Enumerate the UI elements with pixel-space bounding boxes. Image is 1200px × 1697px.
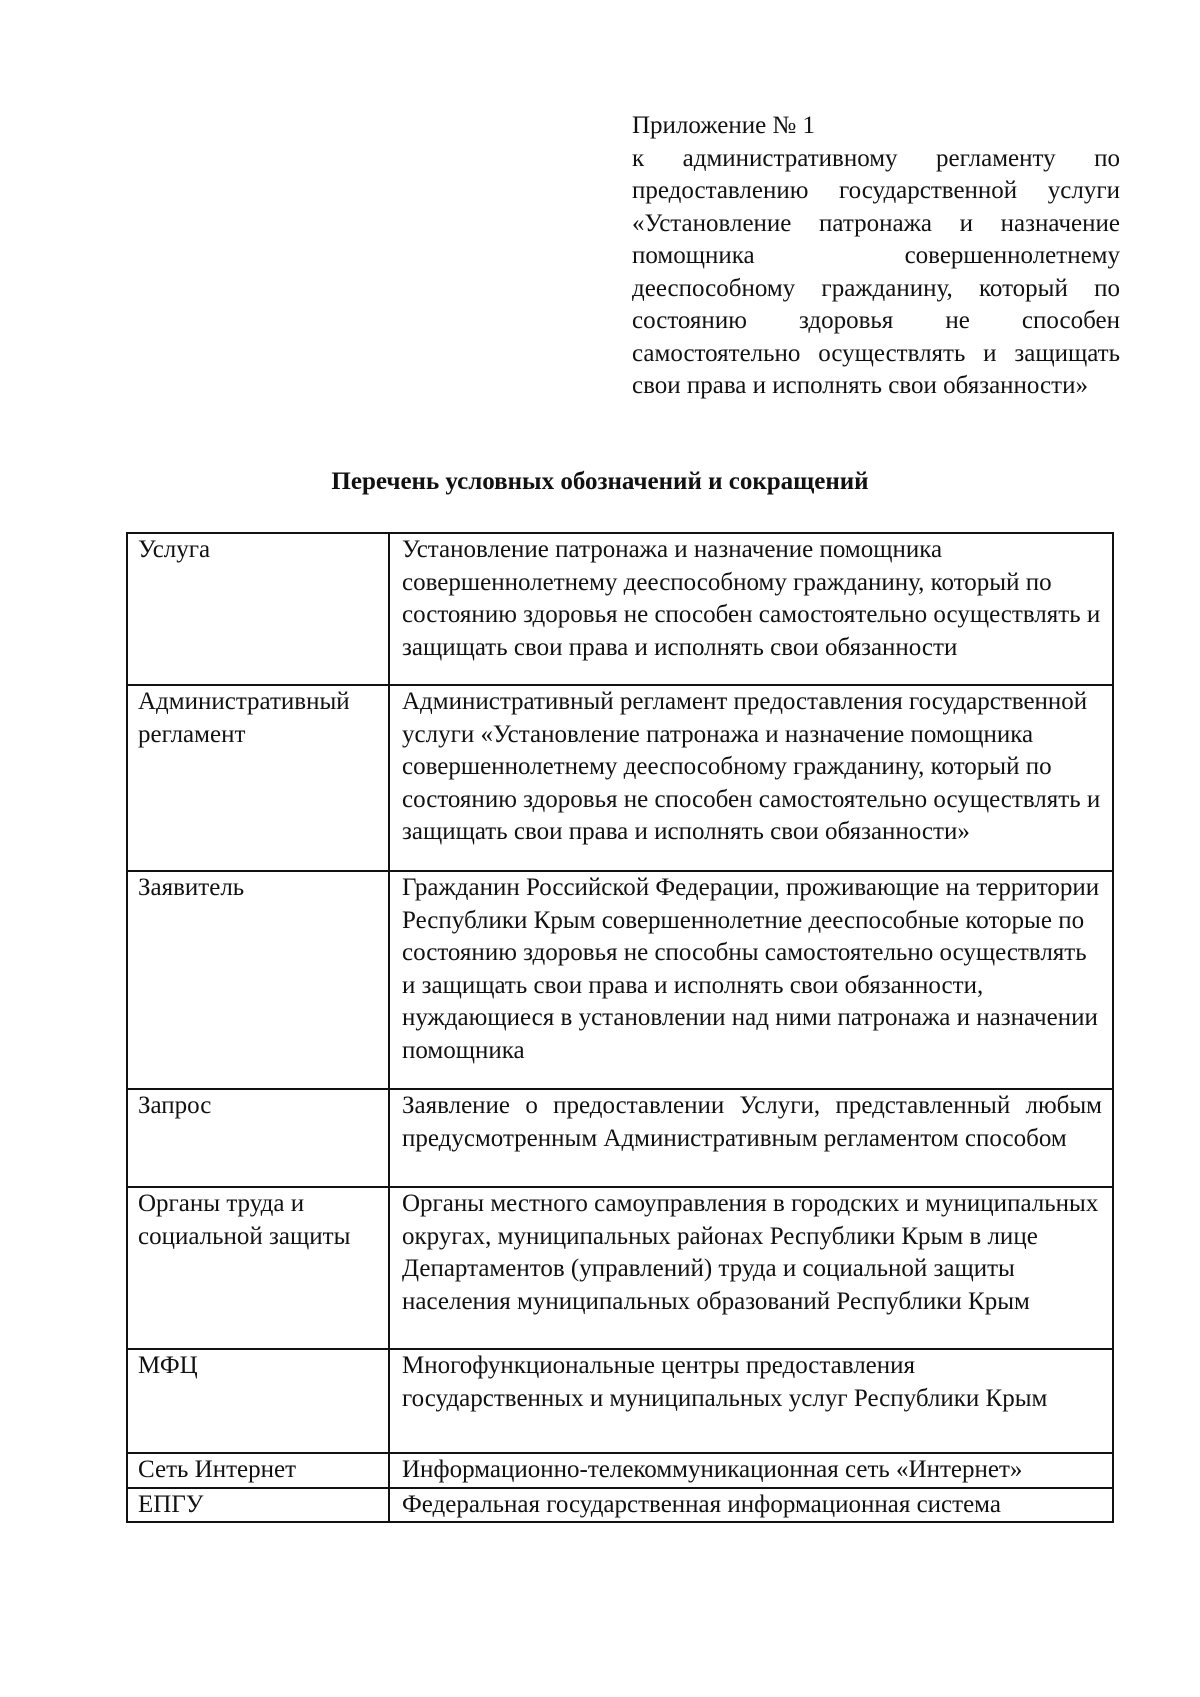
term-cell: Сеть Интернет (127, 1453, 389, 1488)
table-row (127, 1488, 1113, 1523)
definition-cell: Гражданин Российской Федерации, проживающие на территории Республики Крым совершеннолетние дееспособные которые по состоянию здоровья не способны самостоятельно осуществлять и защищать свои права и исполнять свои обязанности, нуждающиеся в установлении над ними патронажа и назначении помощника (389, 871, 1113, 1089)
definition-cell: Установление патронажа и назначение помощника совершеннолетнему дееспособному гражданину, который по состоянию здоровья не способен самостоятельно осуществлять и защищать свои права и исполнять свои обязанности (389, 533, 1113, 685)
term-cell: Запрос (127, 1089, 389, 1187)
table-row (127, 1349, 1113, 1453)
abbreviations-table (126, 532, 1114, 1523)
definition-cell: Многофункциональные центры предоставления государственных и муниципальных услуг Республики Крым (389, 1349, 1113, 1453)
appendix-block (632, 110, 1120, 403)
term-cell: Заявитель (127, 871, 389, 1089)
term-cell: ЕПГУ (127, 1488, 389, 1523)
term-cell: Органы труда и социальной защиты (127, 1187, 389, 1349)
definition-cell: Информационно-телекоммуникационная сеть «Интернет» (389, 1453, 1113, 1488)
table-row (127, 1089, 1113, 1187)
table-row (127, 871, 1113, 1089)
table-row (127, 1187, 1113, 1349)
definition-cell: Административный регламент предоставления государственной услуги «Установление патронажа и назначение помощника совершеннолетнему дееспособному гражданину, который по состоянию здоровья не способен самостоятельно осуществлять и защищать свои права и исполнять свои обязанности» (389, 685, 1113, 871)
term-cell: МФЦ (127, 1349, 389, 1453)
document-heading: Перечень условных обозначений и сокращений (331, 468, 869, 495)
definition-cell: Федеральная государственная информационная система (389, 1488, 1113, 1523)
appendix-title: Приложение № 1 (632, 112, 816, 139)
definition-cell: Органы местного самоуправления в городских и муниципальных округах, муниципальных районах Республики Крым в лице Департаментов (управлений) труда и социальной защиты населения муниципальных образований Республики Крым (389, 1187, 1113, 1349)
appendix-text: к административному регламенту по предоставлению государственной услуги «Установление патронажа и назначение помощника совершеннолетнему дееспособному гражданину, который по состоянию здоровья не способен самостоятельно осуществлять и защищать свои права и исполнять свои обязанности» (632, 144, 1120, 399)
table-row (127, 685, 1113, 871)
term-cell: Административный регламент (127, 685, 389, 871)
definition-cell: Заявление о предоставлении Услуги, представленный любым предусмотренным Административным регламентом способом (389, 1089, 1113, 1187)
term-cell: Услуга (127, 533, 389, 685)
table-row (127, 1453, 1113, 1488)
table-row (127, 533, 1113, 685)
